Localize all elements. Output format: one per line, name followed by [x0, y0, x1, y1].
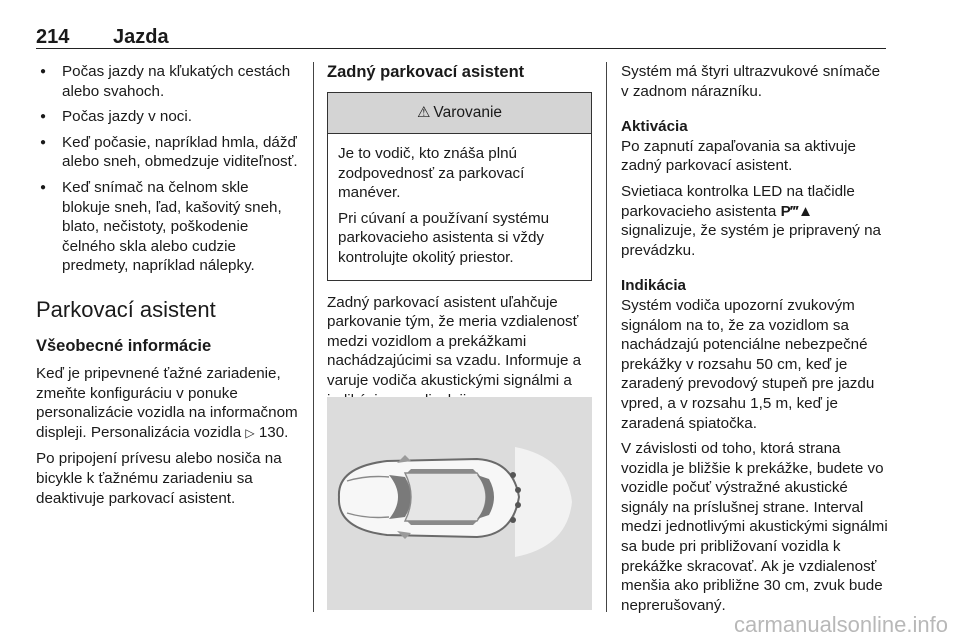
- car-top-view-icon: [327, 397, 592, 610]
- column-1: [36, 62, 298, 514]
- paragraph: [36, 364, 298, 443]
- header-rule: [36, 48, 886, 49]
- warning-text: Je to vodič, kto znáša plnú zodpovednosť za parkovací manéver.: [338, 145, 525, 202]
- paragraph-text: signalizuje, že systém je pripravený na prevádzku.: [621, 222, 881, 259]
- column-divider-2: [606, 62, 607, 612]
- paragraph: Po pripojení prívesu alebo nosiča na bicykle k ťažnému zariadeniu sa deaktivuje parkovací asistent.: [36, 450, 282, 507]
- list-item: ● Počas jazdy v noci.: [36, 107, 298, 127]
- warning-body: [328, 134, 591, 280]
- chapter-title: Jazda: [113, 26, 169, 48]
- paragraph-text: Svietiaca kontrolka LED na tlačidle parkovacieho asistenta: [621, 182, 855, 220]
- section-title: Parkovací asistent: [36, 296, 216, 322]
- warning-icon: ⚠: [416, 104, 431, 122]
- parking-assist-icon: P‴▲: [780, 202, 814, 220]
- paragraph: Zadný parkovací asistent uľahčuje parkovanie tým, že meria vzdialenosť medzi vozidlom a prekážkami nachádzajúcimi sa vzadu. Informuje a varuje vodiča akustickými signálmi a: [327, 293, 582, 389]
- list-item: ● Keď počasie, napríklad hmla, dážď alebo sneh, obmedzuje viditeľnosť.: [36, 133, 298, 172]
- warning-header: [328, 93, 591, 134]
- reference-arrow-icon: ▷: [245, 425, 255, 440]
- paragraph: V závislosti od toho, ktorá strana vozidla je bližšie k prekážke, budete vo vozidle počuť výstražné akustické signály na príslušnej strane. Interval medzi jednotlivými akustickými signálmi sa bude pri približovaní vozidla k prekážke skracovať. Ak je vzdialenosť menšia ako približne 30 cm, zvuk bude neprerušovaný.: [621, 440, 888, 614]
- warning-text: Pri cúvaní a používaní systému parkovacieho asistenta si vždy kontrolujte okolitý priestor.: [338, 209, 550, 266]
- car-sensor-illustration: [327, 397, 592, 610]
- column-2: [327, 62, 592, 416]
- page-reference: 130.: [258, 423, 289, 441]
- paragraph-text: Keď je pripevnené ťažné zariadenie, zmeňte konfiguráciu v ponuke personalizácie vozidla na informačnom displeji. Personalizácia vozidla: [36, 364, 298, 441]
- list-item: ● Keď snímač na čelnom skle blokuje sneh, ľad, kašovitý sneh, blato, nečistoty, poškodenie čelného skla alebo cudzie predmety, napríklad nálepky.: [36, 178, 298, 276]
- column-divider-1: [313, 62, 314, 612]
- indication-heading: Indikácia: [621, 277, 686, 295]
- warning-box: [327, 92, 592, 281]
- warning-title: Varovanie: [433, 104, 503, 122]
- watermark: carmanualsonline.info: [733, 612, 948, 637]
- activation-heading: Aktivácia: [621, 118, 688, 136]
- paragraph: Systém má štyri ultrazvukové snímače v zadnom nárazníku.: [621, 63, 881, 100]
- paragraph: [621, 182, 889, 260]
- column-3: [621, 62, 889, 621]
- page-header: [36, 10, 886, 50]
- paragraph: Systém vodiča upozorní zvukovým signálom na to, že za vozidlom sa nachádzajú potenciálne nebezpečné prekážky v rozsahu 50 cm, keď je zaradený prevodový stupeň pre jazdu vpred, a v rozsahu 1,5 m, keď je zaradená spiatočka.: [621, 296, 875, 432]
- column-title: Zadný parkovací asistent: [327, 63, 525, 81]
- page-number: 214: [36, 26, 70, 48]
- list-item: ● Počas jazdy na kľukatých cestách alebo svahoch.: [36, 62, 298, 101]
- bullet-list: [36, 62, 298, 276]
- paragraph: Po zapnutí zapaľovania sa aktivuje zadný parkovací asistent.: [621, 137, 856, 175]
- subsection-title: Všeobecné informácie: [36, 336, 212, 355]
